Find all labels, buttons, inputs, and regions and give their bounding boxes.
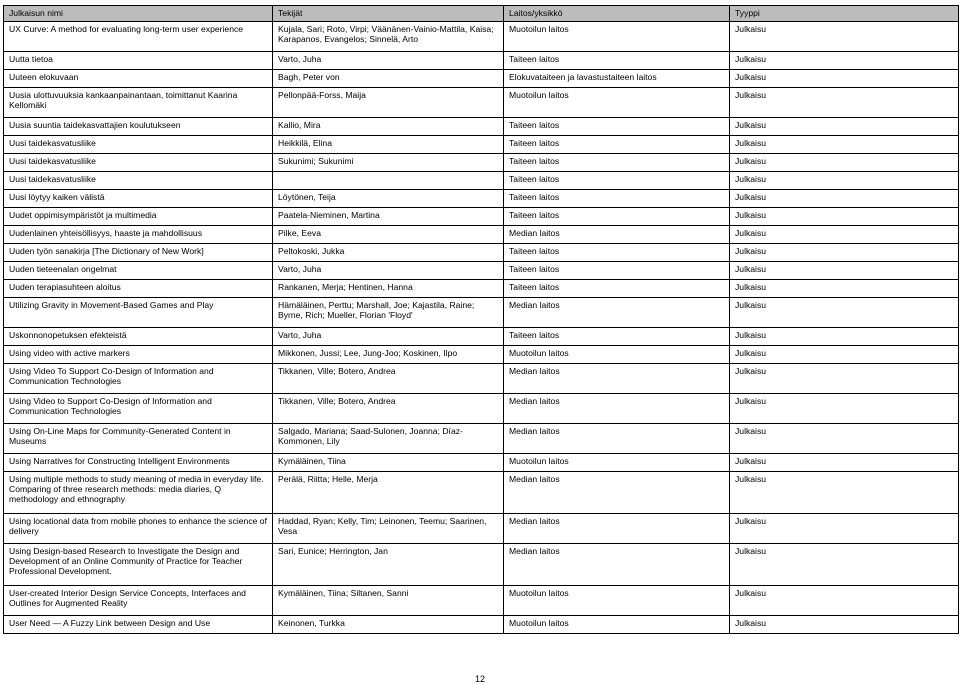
- table-row: [4, 70, 959, 88]
- table-row: [4, 262, 959, 280]
- cell-title: Using multiple methods to study meaning of media in everyday life. Comparing of three research methods: media diaries, Q methodology and ethnography: [4, 472, 273, 514]
- table-header-row: [4, 6, 959, 22]
- cell-authors: Rankanen, Merja; Hentinen, Hanna: [273, 280, 504, 298]
- cell-department: Median laitos: [504, 394, 730, 424]
- cell-department: Taiteen laitos: [504, 172, 730, 190]
- cell-authors: Mikkonen, Jussi; Lee, Jung-Joo; Koskinen, Ilpo: [273, 346, 504, 364]
- header-authors: Tekijät: [273, 6, 504, 22]
- cell-department: Muotoilun laitos: [504, 88, 730, 118]
- cell-authors: Heikkilä, Elina: [273, 136, 504, 154]
- cell-department: Taiteen laitos: [504, 154, 730, 172]
- cell-title: Uutta tietoa: [4, 52, 273, 70]
- cell-department: Taiteen laitos: [504, 118, 730, 136]
- cell-type: Julkaisu: [730, 136, 959, 154]
- header-title: Julkaisun nimi: [4, 6, 273, 22]
- cell-title: Uuden tieteenalan ongelmat: [4, 262, 273, 280]
- cell-department: Elokuvataiteen ja lavastustaiteen laitos: [504, 70, 730, 88]
- cell-type: Julkaisu: [730, 280, 959, 298]
- cell-type: Julkaisu: [730, 190, 959, 208]
- table-row: [4, 154, 959, 172]
- table-row: [4, 586, 959, 616]
- cell-title: Uuden terapiasuhteen aloitus: [4, 280, 273, 298]
- cell-department: Taiteen laitos: [504, 328, 730, 346]
- cell-authors: Keinonen, Turkka: [273, 616, 504, 634]
- cell-authors: Löytönen, Teija: [273, 190, 504, 208]
- cell-title: Uskonnonopetuksen efekteistä: [4, 328, 273, 346]
- table-row: [4, 394, 959, 424]
- cell-authors: Kymäläinen, Tiina; Siltanen, Sanni: [273, 586, 504, 616]
- table-row: [4, 88, 959, 118]
- cell-authors: Kymäläinen, Tiina: [273, 454, 504, 472]
- cell-department: Taiteen laitos: [504, 52, 730, 70]
- cell-department: Muotoilun laitos: [504, 616, 730, 634]
- cell-title: Uudet oppimisympäristöt ja multimedia: [4, 208, 273, 226]
- cell-department: Taiteen laitos: [504, 244, 730, 262]
- table-row: [4, 616, 959, 634]
- page-number: 12: [474, 674, 485, 684]
- header-type: Tyyppi: [730, 6, 959, 22]
- table-row: [4, 190, 959, 208]
- cell-title: UX Curve: A method for evaluating long-term user experience: [4, 22, 273, 52]
- cell-authors: Sukunimi; Sukunimi: [273, 154, 504, 172]
- cell-title: Using Video to Support Co-Design of Information and Communication Technologies: [4, 394, 273, 424]
- cell-type: Julkaisu: [730, 328, 959, 346]
- cell-authors: Haddad, Ryan; Kelly, Tim; Leinonen, Teemu; Saarinen, Vesa: [273, 514, 504, 544]
- cell-type: Julkaisu: [730, 514, 959, 544]
- table-row: [4, 454, 959, 472]
- cell-type: Julkaisu: [730, 472, 959, 514]
- cell-department: Muotoilun laitos: [504, 346, 730, 364]
- cell-department: Taiteen laitos: [504, 280, 730, 298]
- cell-type: Julkaisu: [730, 52, 959, 70]
- cell-type: Julkaisu: [730, 22, 959, 52]
- cell-title: Uudenlainen yhteisöllisyys, haaste ja mahdollisuus: [4, 226, 273, 244]
- cell-department: Muotoilun laitos: [504, 454, 730, 472]
- cell-title: Utilizing Gravity in Movement-Based Games and Play: [4, 298, 273, 328]
- table-row: [4, 136, 959, 154]
- cell-title: Using locational data from mobile phones to enhance the science of delivery: [4, 514, 273, 544]
- cell-type: Julkaisu: [730, 172, 959, 190]
- cell-authors: Salgado, Mariana; Saad-Sulonen, Joanna; Díaz-Kommonen, Lily: [273, 424, 504, 454]
- table-row: [4, 514, 959, 544]
- table-row: [4, 172, 959, 190]
- cell-type: Julkaisu: [730, 226, 959, 244]
- cell-title: Uusi taidekasvatusliike: [4, 136, 273, 154]
- cell-department: Taiteen laitos: [504, 208, 730, 226]
- cell-department: Median laitos: [504, 424, 730, 454]
- cell-authors: Kujala, Sari; Roto, Virpi; Väänänen-Vainio-Mattila, Kaisa; Karapanos, Evangelos; Sinnelä, Arto: [273, 22, 504, 52]
- cell-department: Median laitos: [504, 298, 730, 328]
- cell-authors: Bagh, Peter von: [273, 70, 504, 88]
- cell-type: Julkaisu: [730, 70, 959, 88]
- cell-type: Julkaisu: [730, 262, 959, 280]
- cell-title: Uusia ulottuvuuksia kankaanpainantaan, toimittanut Kaarina Kellomäki: [4, 88, 273, 118]
- cell-type: Julkaisu: [730, 394, 959, 424]
- cell-department: Median laitos: [504, 514, 730, 544]
- cell-title: Uusia suuntia taidekasvattajien koulutukseen: [4, 118, 273, 136]
- cell-type: Julkaisu: [730, 298, 959, 328]
- cell-title: Using Video To Support Co-Design of Information and Communication Technologies: [4, 364, 273, 394]
- cell-title: User Need — A Fuzzy Link between Design and Use: [4, 616, 273, 634]
- cell-authors: Kallio, Mira: [273, 118, 504, 136]
- table-row: [4, 118, 959, 136]
- cell-title: Uuteen elokuvaan: [4, 70, 273, 88]
- cell-type: Julkaisu: [730, 244, 959, 262]
- cell-authors: Tikkanen, Ville; Botero, Andrea: [273, 364, 504, 394]
- table-row: [4, 298, 959, 328]
- cell-title: Using video with active markers: [4, 346, 273, 364]
- cell-type: Julkaisu: [730, 544, 959, 586]
- cell-authors: Varto, Juha: [273, 328, 504, 346]
- table-row: [4, 364, 959, 394]
- cell-title: Uusi taidekasvatusliike: [4, 172, 273, 190]
- publications-table: [3, 5, 959, 634]
- cell-department: Taiteen laitos: [504, 190, 730, 208]
- cell-title: Uuden työn sanakirja [The Dictionary of New Work]: [4, 244, 273, 262]
- table-row: [4, 244, 959, 262]
- cell-authors: Hämäläinen, Perttu; Marshall, Joe; Kajastila, Raine; Byrne, Rich; Mueller, Florian 'Floyd': [273, 298, 504, 328]
- cell-type: Julkaisu: [730, 586, 959, 616]
- table-row: [4, 472, 959, 514]
- cell-type: Julkaisu: [730, 364, 959, 394]
- cell-authors: Varto, Juha: [273, 52, 504, 70]
- cell-authors: Pilke, Eeva: [273, 226, 504, 244]
- cell-authors: Paatela-Nieminen, Martina: [273, 208, 504, 226]
- cell-title: Using On-Line Maps for Community-Generated Content in Museums: [4, 424, 273, 454]
- table-row: [4, 226, 959, 244]
- cell-department: Median laitos: [504, 472, 730, 514]
- cell-type: Julkaisu: [730, 154, 959, 172]
- cell-title: Uusi löytyy kaiken välistä: [4, 190, 273, 208]
- cell-type: Julkaisu: [730, 118, 959, 136]
- header-department: Laitos/yksikkö: [504, 6, 730, 22]
- cell-authors: Pellonpää-Forss, Maija: [273, 88, 504, 118]
- cell-department: Median laitos: [504, 544, 730, 586]
- cell-authors: Sari, Eunice; Herrington, Jan: [273, 544, 504, 586]
- cell-title: Using Design-based Research to Investigate the Design and Development of an Online Community of Practice for Teacher Professional Development.: [4, 544, 273, 586]
- cell-department: Taiteen laitos: [504, 262, 730, 280]
- table-row: [4, 424, 959, 454]
- table-row: [4, 544, 959, 586]
- cell-authors: [273, 172, 504, 190]
- cell-department: Taiteen laitos: [504, 136, 730, 154]
- cell-type: Julkaisu: [730, 346, 959, 364]
- cell-department: Median laitos: [504, 226, 730, 244]
- table-row: [4, 22, 959, 52]
- cell-type: Julkaisu: [730, 208, 959, 226]
- cell-title: Using Narratives for Constructing Intelligent Environments: [4, 454, 273, 472]
- cell-authors: Varto, Juha: [273, 262, 504, 280]
- cell-type: Julkaisu: [730, 454, 959, 472]
- cell-type: Julkaisu: [730, 88, 959, 118]
- table-row: [4, 328, 959, 346]
- cell-department: Muotoilun laitos: [504, 22, 730, 52]
- cell-title: Uusi taidekasvatusliike: [4, 154, 273, 172]
- cell-department: Median laitos: [504, 364, 730, 394]
- cell-type: Julkaisu: [730, 424, 959, 454]
- cell-type: Julkaisu: [730, 616, 959, 634]
- table-body: [4, 22, 959, 634]
- table-row: [4, 52, 959, 70]
- cell-title: User-created Interior Design Service Concepts, Interfaces and Outlines for Augmented Reality: [4, 586, 273, 616]
- cell-authors: Tikkanen, Ville; Botero, Andrea: [273, 394, 504, 424]
- cell-authors: Peltokoski, Jukka: [273, 244, 504, 262]
- table-row: [4, 280, 959, 298]
- cell-authors: Perälä, Riitta; Helle, Merja: [273, 472, 504, 514]
- cell-department: Muotoilun laitos: [504, 586, 730, 616]
- table-row: [4, 346, 959, 364]
- table-row: [4, 208, 959, 226]
